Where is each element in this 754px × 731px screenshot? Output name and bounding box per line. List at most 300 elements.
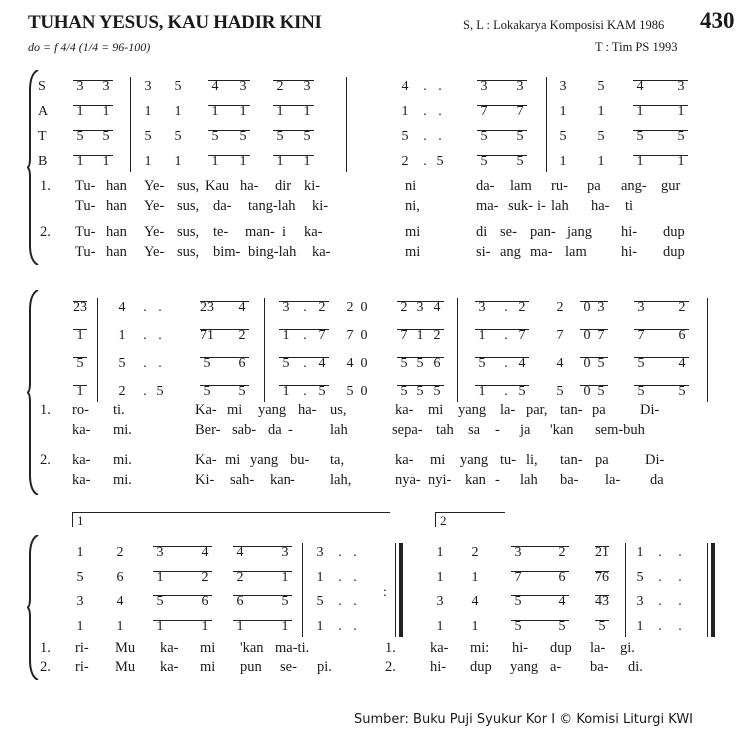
lyric-syllable: bing-lah [248,244,297,260]
note: 5 [433,384,441,399]
note: 2 [276,79,284,94]
note: 4 [238,300,246,315]
lyric-syllable: tan- [560,402,583,418]
beam [73,155,113,156]
note: 1 [282,328,290,343]
lyric-syllable: i- [537,198,546,214]
note: 5 [516,129,524,144]
note: 5 [597,356,605,371]
note: . [143,300,147,315]
note: 0 [583,356,591,371]
lyric-syllable: - [495,472,500,488]
note: 5 [597,129,605,144]
note: 4 [118,300,126,315]
lyric-syllable: bim- [213,244,241,260]
lyric-syllable: ka- [395,452,414,468]
lyric-syllable: a- [550,659,562,675]
note: 4 [558,594,566,609]
lyric-syllable: ri- [75,659,89,675]
note: 1 [276,154,284,169]
note: 1 [102,154,110,169]
note: 3 [636,594,644,609]
lyric-syllable: mi. [113,452,132,468]
lyric-syllable: 1. [40,178,51,194]
note: . [658,570,662,585]
note: 1 [211,154,219,169]
lyric-syllable: Tu- [75,198,96,214]
beam [153,571,212,572]
note: 4 [211,79,219,94]
lyric-syllable: da- [476,178,495,194]
beam [595,571,609,572]
note: 0 [360,300,368,315]
lyric-syllable: mi [225,452,241,468]
note: . [158,300,162,315]
beam [633,155,688,156]
beam [595,620,609,621]
note: 1 [559,104,567,119]
note: 71 [200,328,214,343]
note: 1 [636,154,644,169]
note: 5 [156,594,164,609]
lyric-syllable: Kau [205,178,230,194]
note: . [303,384,307,399]
beam [73,329,87,330]
lyric-syllable: lam [510,178,532,194]
note: 1 [76,384,84,399]
note: 5 [436,154,444,169]
lyric-syllable: ka- [160,640,179,656]
note: 3 [436,594,444,609]
barline [97,298,98,402]
system-brace [26,535,40,680]
lyric-syllable: la- [500,402,516,418]
beam [397,357,444,358]
note: . [658,619,662,634]
beam [580,357,608,358]
beam [511,546,569,547]
note: 2 [116,545,124,560]
note: . [338,594,342,609]
beam [634,301,689,302]
lyric-syllable: nya- [395,472,421,488]
beam [477,105,527,106]
note: 1 [282,384,290,399]
note: 3 [516,79,524,94]
lyric-syllable: ang- [621,178,647,194]
repeat-sign: : [383,585,387,600]
note: 1 [174,154,182,169]
lyric-syllable: us, [330,402,347,418]
lyric-syllable: ki- [304,178,321,194]
note: 7 [346,328,354,343]
lyric-syllable: ro- [72,402,89,418]
note: 1 [102,104,110,119]
beam [153,595,212,596]
note: 5 [637,356,645,371]
note: 2 [558,545,566,560]
lyric-syllable: jang [567,224,592,240]
lyric-syllable: 'kan [240,640,264,656]
lyric-syllable: sus, [177,224,200,240]
lyric-syllable: lam [565,244,587,260]
lyric-syllable: sa [468,422,481,438]
note: 2 [201,570,209,585]
note: 76 [595,570,609,585]
note: 3 [76,79,84,94]
lyric-syllable: hi- [621,224,638,240]
note: 5 [416,356,424,371]
note: 1 [436,570,444,585]
note: 0 [360,328,368,343]
lyric-syllable: yang [458,402,487,418]
note: 1 [239,154,247,169]
lyric-syllable: Di- [645,452,665,468]
lyric-syllable: sem-buh [595,422,645,438]
lyric-syllable: - [288,422,293,438]
note: . [143,356,147,371]
note: . [438,129,442,144]
note: . [303,300,307,315]
lyric-syllable: dup [470,659,492,675]
note: 3 [156,545,164,560]
note: 5 [598,619,606,634]
beam [208,155,250,156]
text-credit: T : Tim PS 1993 [595,40,678,54]
lyric-syllable: Tu- [75,224,96,240]
voice-label: A [38,104,49,119]
note: . [438,79,442,94]
beam [279,329,329,330]
note: . [353,545,357,560]
lyric-syllable: Ki- [195,472,215,488]
note: 1 [239,104,247,119]
note: 2 [346,300,354,315]
note: 5 [516,154,524,169]
lyric-syllable: pa [587,178,601,194]
lyric-syllable: han [106,244,127,260]
lyric-syllable: ki- [312,198,329,214]
note: 5 [203,384,211,399]
note: 1 [597,104,605,119]
beam [475,357,529,358]
note: . [678,545,682,560]
note: 3 [480,79,488,94]
beam [73,130,113,131]
note: 4 [678,356,686,371]
note: 1 [436,545,444,560]
note: 5 [102,129,110,144]
note: 5 [401,129,409,144]
lyric-syllable: ta, [330,452,345,468]
beam [633,105,688,106]
barline [707,298,708,402]
note: . [504,328,508,343]
beam [153,620,212,621]
note: 7 [518,328,526,343]
lyric-syllable: i [282,224,287,240]
barline [546,77,547,172]
note: 5 [514,619,522,634]
note: 1 [76,328,84,343]
lyric-syllable: tah [436,422,454,438]
note: 3 [282,300,290,315]
beam [200,301,249,302]
note: 4 [433,300,441,315]
lyric-syllable: ka- [160,659,179,675]
lyric-syllable: hi- [512,640,529,656]
beam [233,620,292,621]
note: 3 [416,300,424,315]
lyric-syllable: lah [330,422,348,438]
note: 5 [76,356,84,371]
note: 4 [236,545,244,560]
lyric-syllable: pa [592,402,606,418]
note: 2 [433,328,441,343]
note: . [143,328,147,343]
beam [233,595,292,596]
lyric-syllable: ka- [304,224,323,240]
beam [633,80,688,81]
lyric-syllable: Ye- [144,178,165,194]
note: . [353,619,357,634]
lyric-syllable: si- [476,244,491,260]
barline [302,543,303,637]
note: 5 [156,384,164,399]
lyric-syllable: sah- [230,472,255,488]
note: 1 [436,619,444,634]
lyric-syllable: yang [510,659,539,675]
beam [397,301,444,302]
barline [457,298,458,402]
lyric-syllable: ka- [72,422,91,438]
beam [273,130,314,131]
note: . [423,154,427,169]
note: 5 [480,129,488,144]
beam [233,571,292,572]
note: 1 [471,619,479,634]
voice-label: S [38,79,46,94]
beam [200,329,249,330]
lyric-syllable: li, [526,452,538,468]
lyric-syllable: ka- [395,402,414,418]
note: 1 [76,545,84,560]
lyric-syllable: ti. [113,402,125,418]
lyric-syllable: Mu [115,659,136,675]
lyric-syllable: yang [250,452,279,468]
beam [595,595,609,596]
note: 2 [236,570,244,585]
note: 1 [201,619,209,634]
note: . [158,356,162,371]
note: 6 [433,356,441,371]
note: 5 [281,594,289,609]
barline [346,77,347,172]
note: . [338,570,342,585]
note: 7 [556,328,564,343]
lyric-syllable: mi [405,224,421,240]
note: 1 [76,104,84,119]
double-barline [395,543,396,637]
lyric-syllable: ka- [72,472,91,488]
lyric-syllable: ang [500,244,521,260]
note: 2 [678,300,686,315]
lyric-syllable: sab- [232,422,257,438]
beam [475,329,529,330]
note: . [678,619,682,634]
lyric-syllable: mi [430,452,446,468]
note: 5 [400,356,408,371]
beam [73,357,87,358]
note: . [678,570,682,585]
beam [273,105,314,106]
lyric-syllable: 'kan [550,422,574,438]
note: 1 [118,328,126,343]
note: 5 [518,384,526,399]
note: 1 [174,104,182,119]
note: 1 [636,545,644,560]
beam [477,130,527,131]
note: . [504,356,508,371]
note: . [658,545,662,560]
note: 5 [559,129,567,144]
lyric-syllable: ba- [560,472,579,488]
note: 3 [514,545,522,560]
lyric-syllable: sus, [177,178,200,194]
note: 2 [318,300,326,315]
lyric-syllable: bu- [290,452,310,468]
lyric-syllable: di [476,224,488,240]
note: 5 [276,129,284,144]
note: 1 [471,570,479,585]
note: 2 [400,300,408,315]
note: 3 [281,545,289,560]
lyric-syllable: gur [661,178,681,194]
lyric-syllable: se- [280,659,297,675]
note: 1 [211,104,219,119]
note: 6 [201,594,209,609]
note: 6 [236,594,244,609]
note: . [423,129,427,144]
note: 43 [595,594,609,609]
note: 2 [556,300,564,315]
double-barline-thick [711,543,715,637]
note: 5 [478,356,486,371]
note: 3 [637,300,645,315]
note: 1 [76,154,84,169]
note: 5 [282,356,290,371]
note: 5 [480,154,488,169]
lyric-syllable: ma- [476,198,499,214]
beam [153,546,212,547]
note: 5 [238,384,246,399]
lyric-syllable: mi. [113,472,132,488]
barline [130,77,131,172]
note: 1 [156,570,164,585]
note: . [658,594,662,609]
note: 4 [471,594,479,609]
note: 5 [677,129,685,144]
beam [208,80,250,81]
beam [511,595,569,596]
music-credit: S, L : Lokakarya Komposisi KAM 1986 [463,18,665,32]
note: 5 [514,594,522,609]
lyric-syllable: lah [551,198,569,214]
beam [477,155,527,156]
lyric-syllable: la- [590,640,606,656]
lyric-syllable: dup [663,244,685,260]
note: 1 [276,104,284,119]
beam [580,329,608,330]
note: 3 [144,79,152,94]
note: 5 [636,570,644,585]
beam [634,357,689,358]
beam [477,80,527,81]
lyric-syllable: 1. [40,640,51,656]
note: 4 [556,356,564,371]
note: 6 [678,328,686,343]
note: 3 [559,79,567,94]
lyric-syllable: mi [200,640,216,656]
beam [200,385,249,386]
note: 5 [556,384,564,399]
beam [279,385,329,386]
note: 4 [201,545,209,560]
beam [397,329,444,330]
lyric-syllable: ti [625,198,634,214]
note: 1 [677,154,685,169]
lyric-syllable: di. [628,659,643,675]
lyric-syllable: ni [405,178,417,194]
note: . [678,594,682,609]
note: 7 [516,104,524,119]
lyric-syllable: gi. [620,640,635,656]
note: 3 [478,300,486,315]
note: 4 [318,356,326,371]
note: 5 [239,129,247,144]
note: 1 [281,570,289,585]
lyric-syllable: te- [213,224,229,240]
note: 0 [360,356,368,371]
note: 1 [636,104,644,119]
volta-bracket: 1 [72,512,390,527]
note: 3 [76,594,84,609]
beam [279,357,329,358]
beam [273,155,314,156]
lyric-syllable: ma-ti. [275,640,310,656]
beam [397,385,444,386]
note: 6 [558,570,566,585]
note: 6 [238,356,246,371]
lyric-syllable: dup [550,640,572,656]
note: 3 [102,79,110,94]
note: 23 [200,300,214,315]
beam [73,80,113,81]
beam [73,385,87,386]
note: 3 [316,545,324,560]
note: 4 [346,356,354,371]
lyric-syllable: hi- [621,244,638,260]
lyric-syllable: han [106,178,127,194]
note: 1 [144,154,152,169]
lyric-syllable: da [268,422,282,438]
lyric-syllable: pa [595,452,609,468]
lyric-syllable: 2. [40,452,51,468]
beam [475,385,529,386]
note: 5 [346,384,354,399]
note: 5 [400,384,408,399]
lyric-syllable: tan- [560,452,583,468]
